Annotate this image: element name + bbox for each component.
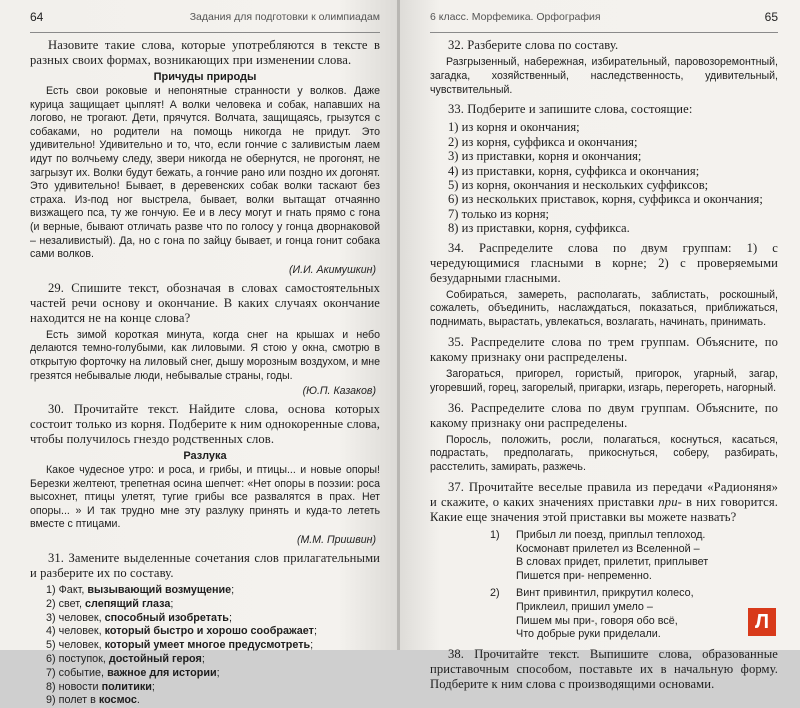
poem-line: Пишется при- непременно. <box>516 569 652 582</box>
list-item: 6) из нескольких приставок, корня, суффикса и окончания; <box>448 192 763 207</box>
list-item: 7) только из корня; <box>448 206 550 221</box>
poem-line: Космонавт прилетел из Вселенной – <box>516 542 700 555</box>
task-34-words: Собираться, замереть, располагать, заблистать, роскошный, сожалеть, объединить, наслаждаться, показаться, приближаться, поднимать, вырастать, увлекаться, возлагать, начинать, принимать. <box>430 288 778 329</box>
task-36: 36. Распределите слова по двум группам. Объясните, по какому признаку они распределены. <box>430 400 778 430</box>
task-29: 29. Спишите текст, обозначая в словах самостоятельных частей речи основу и окончание. В каких случаях окончание находится не на конце слова? <box>30 280 380 325</box>
task-29-author: (Ю.П. Казаков) <box>302 385 376 398</box>
poem-line: Приклеил, пришил умело – <box>516 600 653 613</box>
list-item: 6) поступок, достойный героя; <box>46 653 205 666</box>
task-30-author: (М.М. Пришвин) <box>296 534 376 547</box>
poem-1 <box>490 529 778 583</box>
list-item: 5) из корня, окончания и нескольких суффиксов; <box>448 178 709 193</box>
poem-2-number: 2) <box>490 587 500 600</box>
right-running-title: 6 класс. Морфемика. Орфография <box>430 11 601 23</box>
right-page-number: 65 <box>764 10 778 24</box>
list-item: 1) из корня и окончания; <box>448 120 580 135</box>
prefix-pri: при- <box>658 495 682 510</box>
list-item: 7) событие, важное для истории; <box>46 666 220 679</box>
list-item: 4) из приставки, корня, суффикса и окончания; <box>448 163 700 178</box>
story1-text: Есть свои роковые и непонятные странности у волков. Даже курица защищает цыплят! А волки человека и собак, напавших на логово, не трогают. Дети, прячутся. Волчата, защищаясь, грызутся с собаками, но родители на помощь никогда не придут. Это удивительно! Удивительно и то, что, если гончие с заливистым лаем идут по волчьему следу, звери никогда не обернутся, не прогонят, не загрызут их. Волки будут бежать, а гончие рано или поздно их догонят. Это удивительно! Бывает, в деревенских собак волки таскают без страха. Из-под ног выстрела, бывает, волки вытащат отчаянно визжащего пса, ту же гончую. Ее и в лесу могут и гнать прямо с гона (и верные, бывают отличать разве что по голосу у гонца дворнаковой – незаливистый). Да, но с гона по зайцу бывает, и гонца гонит собака сами волков. <box>30 85 380 261</box>
list-item: 4) человек, который быстро и хорошо соображает; <box>46 625 317 638</box>
left-running-head <box>30 8 380 33</box>
list-item: 8) из приставки, корня, суффикса. <box>448 221 630 236</box>
poem-line: Прибыл ли поезд, приплыл теплоход. <box>516 529 706 542</box>
poem-2 <box>490 587 778 641</box>
task-37: 37. Прочитайте веселые правила из передачи «Радионяня» и скажите, о каких значениях приставки при- в них говорится. Какие еще значения этой приставки вы можете назвать? <box>430 480 779 525</box>
left-page <box>0 0 398 707</box>
list-item: 3) человек, способный изобретать; <box>46 611 232 624</box>
task-30-title: Разлука <box>183 450 227 463</box>
task-31-list <box>30 584 380 708</box>
task-34: 34. Распределите слова по двум группам: 1) с чередующимися гласными в корне; 2) с проверяемыми безударными гласными. <box>430 240 778 285</box>
poem-line: Пишем мы при-, говоря обо всё, <box>516 614 678 627</box>
list-item: 2) из корня, суффикса и окончания; <box>448 134 638 149</box>
task-33-list <box>430 120 778 235</box>
right-running-head <box>430 8 778 33</box>
task-31: 31. Замените выделенные сочетания слов прилагательными и разберите их по составу. <box>30 551 380 581</box>
list-item: 1) Факт, вызывающий возмущение; <box>46 584 235 597</box>
left-page-number: 64 <box>30 10 44 24</box>
list-item: 3) из приставки, корня и окончания; <box>448 149 642 164</box>
task-32: 32. Разберите слова по составу. <box>448 38 619 52</box>
list-item: 8) новости политики; <box>46 680 155 693</box>
task-36-words: Поросль, положить, росли, полагаться, коснуться, касаться, подрастать, предполагать, прикоснуться, соберу, разбирать, расстелить, замирать, разжечь. <box>430 433 778 474</box>
right-page <box>400 0 800 691</box>
poem-line: Винт привинтил, прикрутил колесо, <box>516 587 694 600</box>
task-30-story: Какое чудесное утро: и роса, и грибы, и птицы... и новые опоры! Березки желтеют, трепетная осина шепчет: «Нет опоры в поэзии: роса высохнет, птицы улетят, тугие грибы все развалятся в прах. Нет опоры... » И так трудно мне эту разлуку принять и куда-то лететь вместе с птицами. <box>30 464 380 531</box>
task-29-story: Есть зимой короткая минута, когда снег на крышах и небо делаются темно-голубыми, как лиловыми. Я стою у окна, смотрю в открытую форточку на лиловый снег, дышу морозным воздухом, и мне грезятся небывалые люди, небывалые страны, годы. <box>30 328 380 382</box>
task-35: 35. Распределите слова по трем группам. Объясните, по какому признаку они распределены. <box>430 335 778 365</box>
task-33: 33. Подберите и запишите слова, состоящие: <box>448 102 693 117</box>
task-35-words: Загораться, пригорел, гористый, пригорок, угарный, загар, угоревший, горец, загорелый, пригарки, изгарь, перегореть, нагорный. <box>430 368 778 394</box>
poem-1-number: 1) <box>490 529 500 542</box>
intro-task: Назовите такие слова, которые употребляются в тексте в разных своих формах, возникающих при изменении слова. <box>30 38 380 67</box>
left-running-title: Задания для подготовки к олимпиадам <box>189 11 380 23</box>
list-item: 9) полет в космос. <box>46 694 140 707</box>
poem-line: Что добрые руки приделали. <box>516 628 661 641</box>
list-item: 5) человек, который умеет многое предусмотреть; <box>46 639 314 652</box>
poem-line: В словах придет, прилетит, приплывет <box>516 556 709 569</box>
task-32-words: Разгрызенный, набережная, избирательный, паровозоремонтный, загадка, хозяйственный, наследственность, удивительный, чувствительный. <box>430 56 778 96</box>
story1-title: Причуды природы <box>153 71 257 83</box>
list-item: 2) свет, слепящий глаза; <box>46 597 174 610</box>
task-38: 38. Прочитайте текст. Выпишите слова, образованные приставочным способом, поставьте их в начальную форму. Подберите к ним слова с производящими основами. <box>430 646 778 691</box>
task-30: 30. Прочитайте текст. Найдите слова, основа которых состоит только из корня. Подберите к ним однокоренные слова, чтобы получилось гнездо родственных слов. <box>30 402 380 447</box>
story1-author: (И.И. Акимушкин) <box>289 263 376 276</box>
publisher-logo: Л <box>748 608 776 636</box>
